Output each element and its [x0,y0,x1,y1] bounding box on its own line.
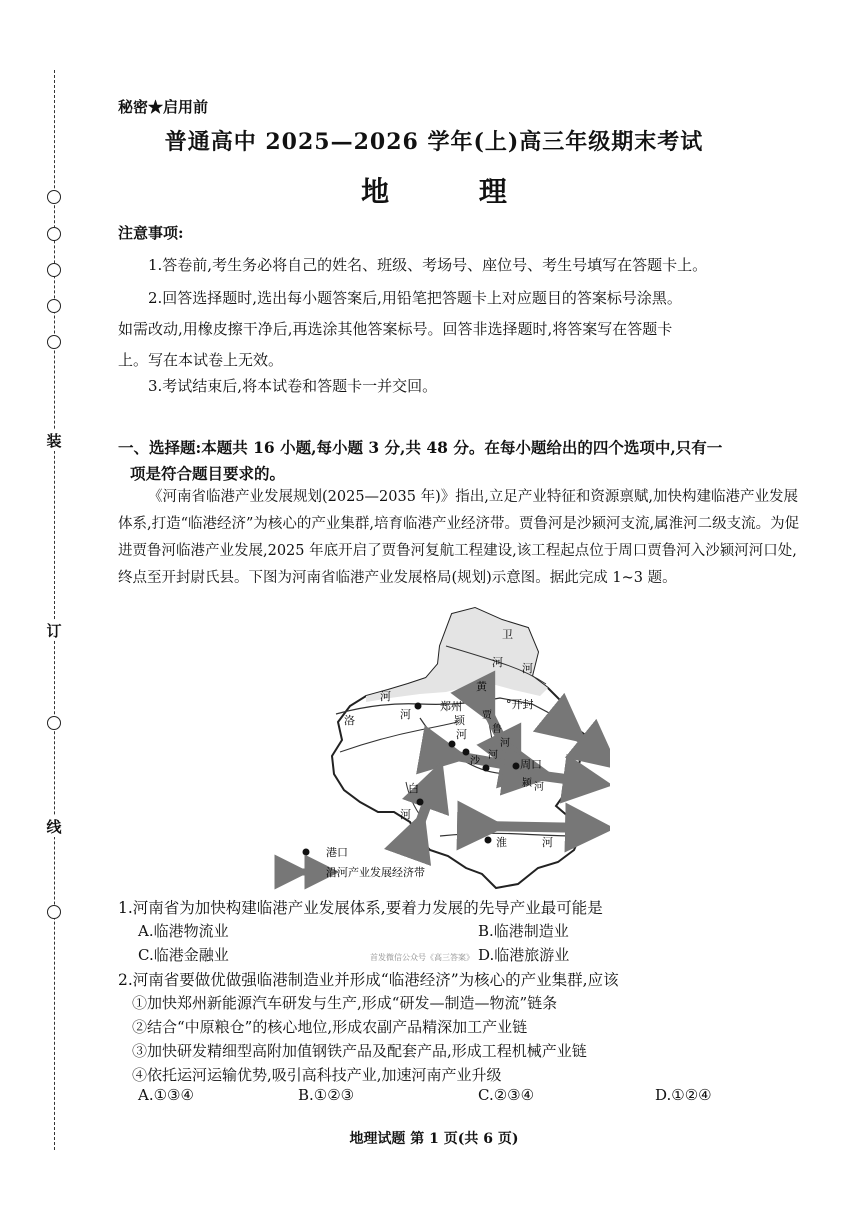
section-heading-line-2: 项是符合题目要求的。 [130,464,286,483]
binding-hole [47,299,61,313]
q1-option-d[interactable]: D.临港旅游业 [478,946,570,964]
label-he: 河 [400,808,411,821]
notes-item-2 [118,283,798,376]
label-he: 河 [522,662,533,675]
notes-item-1-text: 1.答卷前,考生务必将自己的姓名、班级、考场号、座位号、考生号填写在答题卡上。 [148,256,708,274]
binding-char-zhuang: 装 [44,430,64,451]
q2-option-c[interactable]: C.②③④ [478,1086,535,1104]
notes-item-2-line-1: 2.回答选择题时,选出每小题答案后,用铅笔把答题卡上对应题目的答案标号涂黑。 [148,289,682,307]
label-he: 河 [492,656,503,669]
subject-title: 地 理 [361,175,547,208]
exam-title: 普通高中 2025—2026 学年(上)高三年级期末考试 [164,129,704,155]
label-he: 河 [400,708,411,721]
binding-hole [47,263,61,277]
binding-hole [47,227,61,241]
henan-port-map [270,606,610,896]
material-intro: 《河南省临港产业发展规划(2025—2035 年)》指出,立足产业特征和资源禀赋,加快构建临港产业发展体系,打造“临港经济”为核心的产业集群,培育临港产业经济带。贾鲁河是沙颍河支流,属淮河二级支流。为促进贾鲁河临港产业发展,2025 年底开启了贾鲁河复航工程建设,该工程起点位于周口贾鲁河入沙颍河河口处,终点至开封尉氏县。下图为河南省临港产业发展格局(规划)示意图。据此完成 1~3 题。 [118,489,800,586]
q1-option-a[interactable]: A.临港物流业 [138,922,229,940]
q2-statement-1: ①加快郑州新能源汽车研发与生产,形成“研发—制造—物流”链条 [132,994,558,1012]
binding-hole [47,905,61,919]
port-huai [485,837,492,844]
q2-statement-4: ④依托运河运输优势,吸引高科技产业,加速河南产业升级 [132,1066,502,1084]
label-bai: 白 [408,782,419,795]
label-ying: 颍 [522,778,532,789]
label-kaifeng: °开封 [506,698,534,711]
q2-option-d[interactable]: D.①②④ [655,1086,712,1104]
q1-option-c[interactable]: C.临港金融业 [138,946,229,964]
label-luo: 洛 [344,714,355,727]
q2-stem: 2.河南省要做优做强临港制造业并形成“临港经济”为核心的产业集群,应该 [118,971,619,989]
label-jia: 贾 [482,710,492,721]
notes-heading: 注意事项: [118,224,184,242]
binding-hole [47,716,61,730]
port-a [449,741,456,748]
belt-arrow-huai [482,826,590,828]
q1-option-b[interactable]: B.临港制造业 [478,922,569,940]
label-huai: 淮 [496,836,507,849]
q2-statement-3: ③加快研发精细型高附加值钢铁产品及配套产品,形成工程机械产业链 [132,1042,587,1060]
label-he: 河 [456,728,467,741]
q2-statement-2: ②结合“中原粮仓”的核心地位,形成农副产品精深加工产业链 [132,1018,528,1036]
q1-stem: 1.河南省为加快构建临港产业发展体系,要着力发展的先导产业最可能是 [118,899,603,917]
label-he: 河 [534,782,544,793]
page-footer: 地理试题 第 1 页(共 6 页) [349,1131,519,1147]
label-he: 河 [380,690,391,703]
binding-char-xian: 线 [44,816,64,837]
port-zhengzhou [415,703,422,710]
label-he: 河 [500,738,510,749]
notes-item-3-text: 3.考试结束后,将本试卷和答题卡一并交回。 [148,377,438,395]
notes-item-2-line-3: 上。写在本试卷上无效。 [118,351,284,369]
label-zhengzhou: 郑州 [440,700,462,713]
section-heading-line-1: 一、选择题:本题共 16 小题,每小题 3 分,共 48 分。在每小题给出的四个选项中,只有一 [118,438,723,457]
notes-item-1 [118,250,798,281]
legend-port-symbol [303,849,310,856]
label-he: 河 [488,750,498,761]
port-c [483,765,490,772]
port-zhoukou [513,763,520,770]
legend-belt-label: 沿河产业发展经济带 [326,866,425,879]
label-he: 河 [542,836,553,849]
q2-option-a[interactable]: A.①③④ [138,1086,194,1104]
label-sha: 沙 [470,756,480,767]
label-lu: 鲁 [492,724,502,735]
notes-item-3 [118,371,798,402]
q2-option-b[interactable]: B.①②③ [298,1086,355,1104]
legend-port-label: 港口 [326,846,348,859]
notes-item-2-line-2: 如需改动,用橡皮擦干净后,再选涂其他答案标号。回答非选择题时,将答案写在答题卡 [118,320,673,338]
label-zhoukou: 周口 [520,758,542,771]
watermark: 首发微信公众号《高三答案》 [370,953,474,962]
port-bai [417,799,424,806]
port-b [463,749,470,756]
label-huang: 黄 [476,680,487,693]
label-wei: 卫 [502,628,513,641]
section-heading [118,435,808,487]
secret-label: 秘密★启用前 [118,98,209,116]
binding-char-ding: 订 [44,620,64,641]
binding-hole [47,335,61,349]
label-ying: 颍 [454,714,465,727]
